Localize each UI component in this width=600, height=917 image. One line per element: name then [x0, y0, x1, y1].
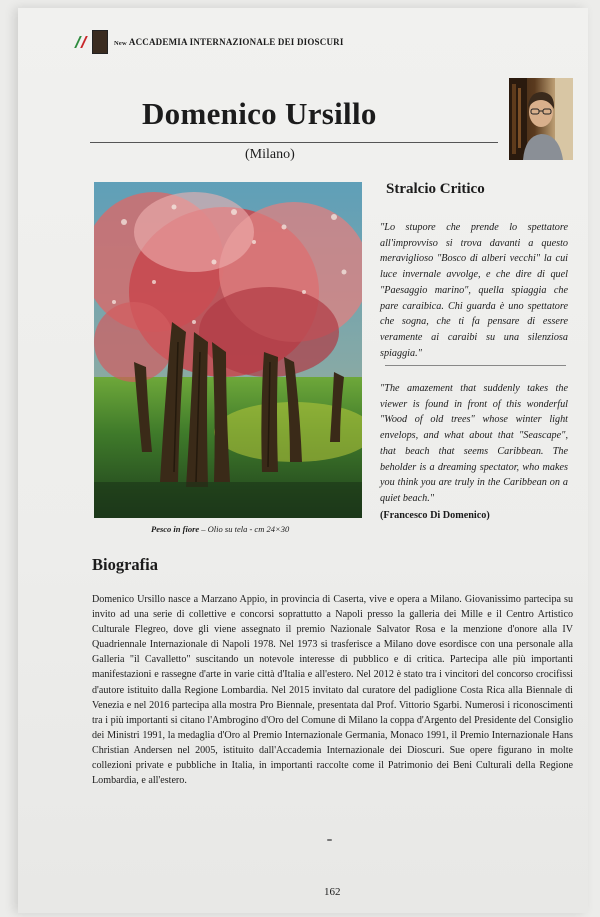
header-new-label: New [114, 40, 127, 47]
page-mark [327, 839, 332, 841]
artist-city: (Milano) [245, 147, 295, 162]
artist-name: Domenico Ursillo [142, 96, 377, 131]
artwork-caption [151, 524, 289, 534]
artwork-details: – Olio su tela - cm 24×30 [199, 524, 290, 534]
quote-divider [385, 365, 566, 366]
artist-portrait [509, 78, 573, 160]
page-header [76, 30, 344, 54]
header-academy-name: ACCADEMIA INTERNAZIONALE DEI DIOSCURI [128, 37, 344, 47]
biography-heading: Biografia [92, 555, 158, 574]
header-title [114, 37, 344, 47]
biography-text: Domenico Ursillo nasce a Marzano Appio, in provincia di Caserta, vive e opera a Milano. Giovanissimo partecipa su invito ad una serie di collettive e concorsi soprattutto a Napoli presso la galleria dei Mille e il Centro Artistico Culturale Flegreo, dove gli viene assegnato il premio Nazionale Salvator Rosa e la menzione d'onore alla IV Quadriennale Internazionale di Napoli 1978. Nel 1973 si trasferisce a Milano dove esordisce con una personale alla Galleria "il Cavalletto" suscitando un notevole interesse di pubblico e di critica. Partecipa alle più importanti manifestazioni e rassegne d'arte in varie città d'Italia e all'estero. Nel 2012 è stato tra i vincitori del concorso crocifissi d'autore istituito dalla Regione Lombardia. Nel 2015 invitato dal curatore del padiglione Costa Rica alla Biennale di Venezia e nel 2016 partecipa alla mostra Pro Biennale, presentata dal Prof. Vittorio Sgarbi. Numerosi i riconoscimenti tra i più importanti si citano l'Ambrogino d'Oro del Comune di Milano la coppa d'Argento del Presidente del Consiglio dei Ministri 1991, la medaglia d'Oro al Premio Internazionale Germania, Monaco 1991, il Premio Internazionale Hans Christian Andersen nel 2005, istituito dall'Accademia Internazionale dei Dioscuri. Sue opere figurano in molte collezioni private e pubbliche in Italia, in importanti raccolte come il Patrimonio dei Beni Culturali della Regione Lombardia, e all'estero. [92, 594, 573, 787]
critique-quote-english: "The amazement that suddenly takes the viewer is found in front of this wonderful "Wood of old trees" whose winter light envelops, and what about that "Seascape", that beach that seems Caribbean. The beholder is a dreaming spectator, who makes you think you are truly in the Caribbean on a quiet beach." [380, 383, 568, 504]
italian-flag-icon [76, 36, 88, 48]
page-number: 162 [324, 886, 341, 898]
artwork-image [94, 182, 362, 518]
academy-logo-icon [92, 30, 108, 54]
magazine-page [18, 8, 588, 913]
title-divider [90, 142, 498, 143]
artwork-title: Pesco in fiore [151, 524, 200, 534]
critique-quote-italian: "Lo stupore che prende lo spettatore all'improvviso si trova davanti a questo meraviglioso "Bosco di alberi vecchi" la cui luce invernale avvolge, e che dire di quel "Paesaggio marino", quella spiaggia che pare caraibica. Chi guarda è uno spettatore che sogna, che ti fa pensare di essere veramente ai caraibi su una silenziosa spiaggia." [380, 222, 568, 359]
critique-author: (Francesco Di Domenico) [380, 510, 490, 521]
critique-heading: Stralcio Critico [386, 181, 485, 197]
